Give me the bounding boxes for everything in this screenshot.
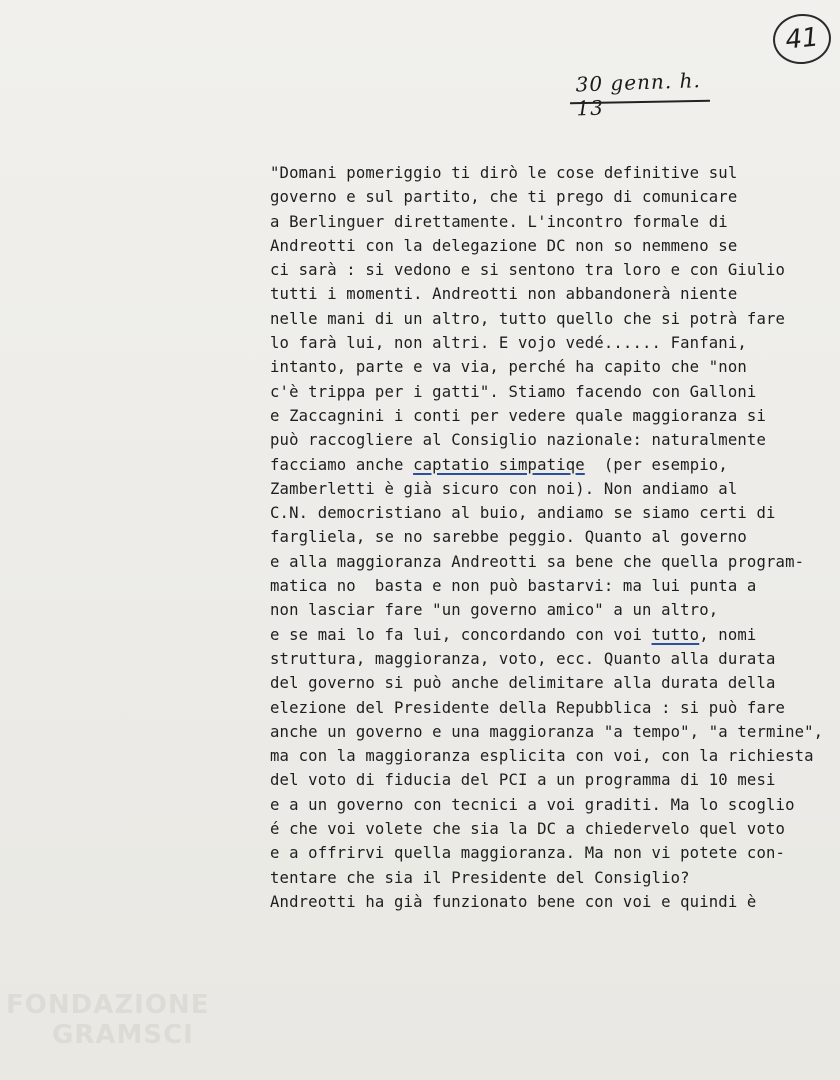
- text-line-segment: e se mai lo fa lui, concordando con voi: [270, 625, 652, 644]
- text-line: Zamberletti è già sicuro con noi). Non andiamo al: [270, 479, 738, 498]
- text-line: ma con la maggioranza esplicita con voi, con la richiesta: [270, 747, 814, 766]
- text-line: governo e sul partito, che ti prego di comunicare: [270, 188, 738, 207]
- text-line: tentare che sia il Presidente del Consiglio?: [270, 868, 690, 887]
- handwritten-date-note: 30 genn. h. 13: [575, 68, 702, 121]
- text-line: e a un governo con tecnici a voi graditi. Ma lo scoglio: [270, 795, 795, 814]
- text-line: può raccogliere al Consiglio nazionale: naturalmente: [270, 431, 766, 450]
- text-line: anche un governo e una maggioranza "a tempo", "a termine",: [270, 722, 824, 741]
- underlined-phrase: tutto: [651, 625, 700, 644]
- text-line: C.N. democristiano al buio, andiamo se siamo certi di: [270, 504, 776, 523]
- text-line: Andreotti ha già funzionato bene con voi e quindi è: [270, 892, 757, 911]
- text-line: "Domani pomeriggio ti dirò le cose definitive sul: [270, 164, 738, 182]
- text-line: a Berlinguer direttamente. L'incontro formale di: [270, 212, 728, 231]
- text-line: del voto di fiducia del PCI a un programma di 10 mesi: [270, 771, 776, 790]
- text-line: tutti i momenti. Andreotti non abbandonerà niente: [270, 285, 738, 304]
- text-line: e a offrirvi quella maggioranza. Ma non vi potete con-: [270, 844, 786, 863]
- underlined-phrase: captatio simpatiqe: [413, 455, 585, 474]
- text-line: lo farà lui, non altri. E vojo vedé...... Fanfani,: [270, 334, 747, 353]
- text-line: e alla maggioranza Andreotti sa bene che quella program-: [270, 552, 805, 571]
- text-line: matica no basta e non può bastarvi: ma lui punta a: [270, 577, 757, 596]
- text-line: struttura, maggioranza, voto, ecc. Quanto alla durata: [270, 649, 776, 668]
- text-line: c'è trippa per i gatti". Stiamo facendo con Galloni: [270, 382, 757, 401]
- page-number: 41: [771, 11, 834, 67]
- text-line-segment: facciamo anche: [270, 455, 414, 474]
- text-line: e Zaccagnini i conti per vedere quale maggioranza si: [270, 406, 766, 425]
- text-line: del governo si può anche delimitare alla durata della: [270, 674, 776, 693]
- archive-watermark: [6, 990, 216, 1070]
- text-line: intanto, parte e va via, perché ha capito che "non: [270, 358, 747, 377]
- text-line: [270, 453, 830, 477]
- text-line: non lasciar fare "un governo amico" a un altro,: [270, 601, 719, 620]
- text-line: fargliela, se no sarebbe peggio. Quanto al governo: [270, 528, 747, 547]
- watermark-line-1: FONDAZIONE: [6, 990, 210, 1020]
- text-line: [270, 623, 830, 647]
- text-line: Andreotti con la delegazione DC non so nemmeno se: [270, 236, 738, 255]
- text-line: elezione del Presidente della Repubblica : si può fare: [270, 698, 786, 717]
- text-line: é che voi volete che sia la DC a chiedervelo quel voto: [270, 820, 786, 839]
- watermark-line-2: GRAMSCI: [52, 1020, 194, 1050]
- text-line-segment: (per esempio,: [584, 455, 728, 474]
- text-line: nelle mani di un altro, tutto quello che si potrà fare: [270, 309, 786, 328]
- text-line: ci sarà : si vedono e si sentono tra loro e con Giulio: [270, 261, 786, 280]
- typed-letter-body: [270, 161, 830, 914]
- text-line-segment: , nomi: [699, 625, 757, 644]
